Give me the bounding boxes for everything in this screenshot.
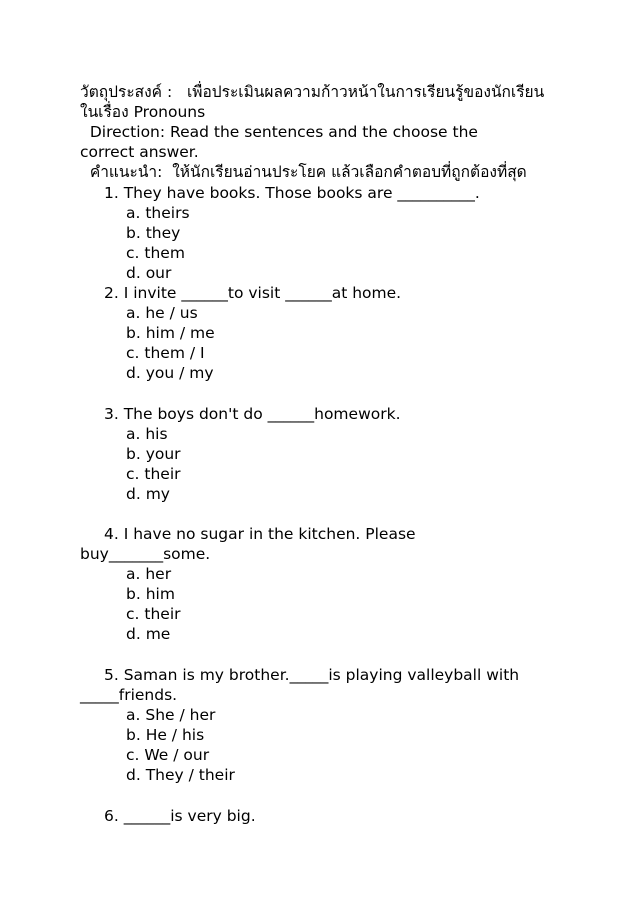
- question-4-line-1: 4. I have no sugar in the kitchen. Please: [104, 525, 416, 543]
- instruction-thai: คำแนะนำ: ให้นักเรียนอ่านประโยค แล้วเลือกคำตอบที่ถูกต้องที่สุด: [80, 163, 527, 181]
- question-1-option-b: b. they: [126, 224, 181, 242]
- question-1-option-c: c. them: [126, 244, 185, 262]
- question-1-option-a: a. theirs: [126, 204, 190, 222]
- direction-line-1: Direction: Read the sentences and the choose the: [80, 123, 478, 141]
- direction-line-2: correct answer.: [80, 143, 199, 161]
- question-5-option-c: c. We / our: [126, 746, 210, 764]
- question-2-option-b: b. him / me: [126, 324, 215, 342]
- question-3-option-a: a. his: [126, 425, 168, 443]
- question-3-option-c: c. their: [126, 465, 181, 483]
- objective-line-1: วัตถุประสงค์ : เพื่อประเมินผลความก้าวหน้าในการเรียนรู้ของนักเรียน: [80, 83, 545, 101]
- question-5-option-a: a. She / her: [126, 706, 216, 724]
- question-3: 3. The boys don't do ______homework.: [104, 405, 401, 423]
- question-5-option-d: d. They / their: [126, 766, 235, 784]
- objective-line-2: ในเรื่อง Pronouns: [80, 103, 206, 121]
- question-4-option-c: c. their: [126, 605, 181, 623]
- question-3-option-d: d. my: [126, 485, 170, 503]
- question-2-option-c: c. them / I: [126, 344, 205, 362]
- question-5-line-2: _____friends.: [80, 686, 178, 704]
- question-4-option-b: b. him: [126, 585, 175, 603]
- question-1: 1. They have books. Those books are __________.: [104, 184, 480, 202]
- question-4-line-2: buy_______some.: [80, 545, 211, 563]
- question-2-option-d: d. you / my: [126, 364, 214, 382]
- question-5-option-b: b. He / his: [126, 726, 205, 744]
- question-4-option-d: d. me: [126, 625, 171, 643]
- question-1-option-d: d. our: [126, 264, 172, 282]
- question-3-option-b: b. your: [126, 445, 181, 463]
- question-5-line-1: 5. Saman is my brother._____is playing valleyball with: [104, 666, 520, 684]
- question-6: 6. ______is very big.: [104, 807, 256, 825]
- question-2-option-a: a. he / us: [126, 304, 198, 322]
- question-4-option-a: a. her: [126, 565, 172, 583]
- question-2: 2. I invite ______to visit ______at home.: [104, 284, 402, 302]
